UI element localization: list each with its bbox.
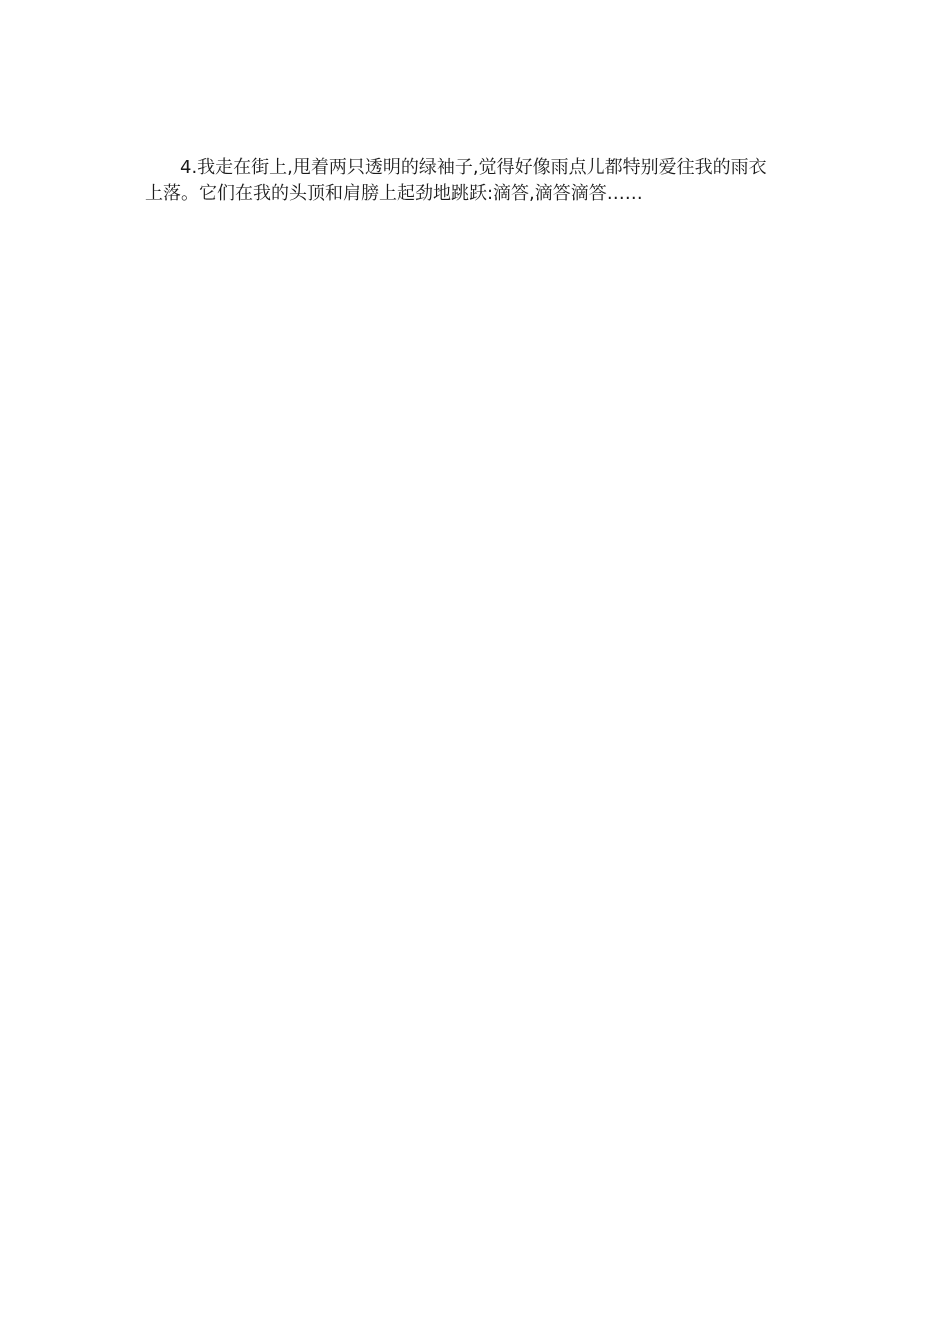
sec4-para1-line2: 上落。它们在我的头顶和肩膀上起劲地跳跃:滴答,滴答滴答…… [145,183,643,204]
sec4-para1-line1: 4.我走在街上,甩着两只透明的绿袖子,觉得好像雨点儿都特别爱往我的雨衣 [180,157,767,178]
